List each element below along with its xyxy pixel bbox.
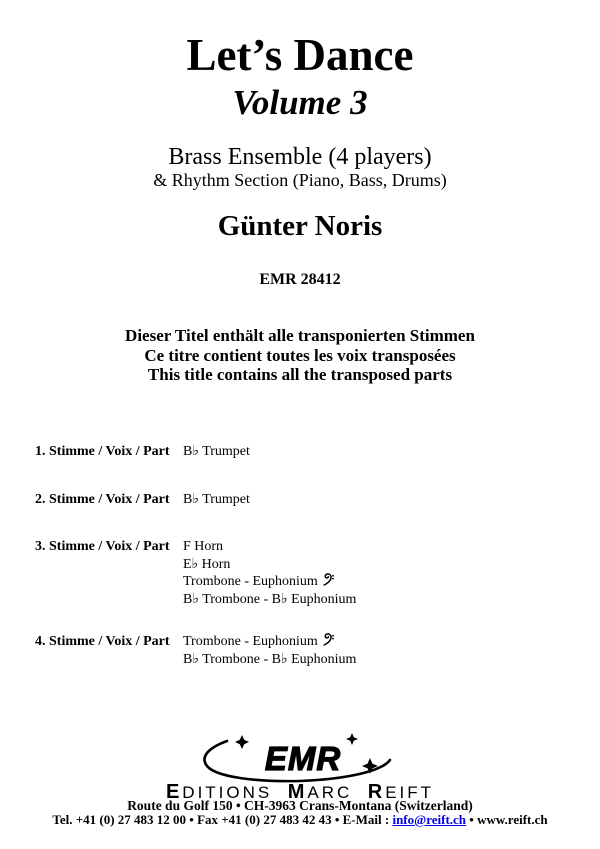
part-label: 2. Stimme / Voix / Part	[35, 491, 170, 507]
page-title: Let’s Dance	[186, 30, 414, 80]
publisher-name-initial-r: R	[367, 781, 386, 803]
part-row	[35, 491, 590, 509]
part-label: 3. Stimme / Voix / Part	[35, 539, 170, 554]
part-instruments	[183, 538, 590, 608]
instrument-line	[183, 633, 590, 651]
instrument-name: B♭ Trombone - B♭ Euphonium	[183, 591, 357, 607]
bass-clef-icon	[323, 633, 334, 646]
logo-wordmark: EMR	[264, 740, 342, 777]
contact-tel-fax: Tel. +41 (0) 27 483 12 00 • Fax +41 (0) 27 483 42 43 • E-Mail :	[52, 812, 393, 827]
part-row	[35, 633, 590, 668]
catalog-number: EMR 28412	[259, 271, 341, 288]
instrument-name: E♭ Horn	[183, 556, 231, 572]
instrument-name: B♭ Trumpet	[183, 491, 250, 507]
logo-star-top-right	[346, 733, 358, 745]
instrument-name: B♭ Trombone - B♭ Euphonium	[183, 651, 357, 667]
notice-line-fr: Ce titre contient toutes les voix transposées	[144, 345, 456, 365]
instrument-name: Trombone - Euphonium	[183, 634, 318, 649]
transposed-parts-notice	[0, 326, 600, 385]
publisher-name-initial-m: M	[287, 781, 308, 803]
publisher-name-rest-2: ARC	[307, 783, 353, 802]
publisher-name-rest-1: DITIONS	[182, 783, 273, 802]
part-instruments	[183, 443, 590, 461]
publisher-logo-block	[0, 733, 600, 783]
instrument-line	[183, 538, 590, 556]
part-instruments	[183, 491, 590, 509]
part-row	[35, 538, 590, 608]
composer-name: Günter Noris	[217, 210, 383, 242]
email-link[interactable]: info@reift.ch	[392, 812, 467, 827]
website-text: www.reift.ch	[477, 812, 548, 827]
contact-line	[0, 813, 600, 826]
contact-separator: •	[466, 812, 478, 827]
instrument-name: B♭ Trumpet	[183, 444, 250, 459]
instrument-line	[183, 491, 590, 509]
notice-line-en: This title contains all the transposed parts	[147, 365, 453, 384]
instrument-line	[183, 556, 590, 574]
rhythm-section-line: & Rhythm Section (Piano, Bass, Drums)	[153, 170, 447, 190]
part-label: 1. Stimme / Voix / Part	[35, 444, 170, 459]
publisher-address: Route du Golf 150 • CH-3963 Crans-Montana (Switzerland)	[127, 798, 473, 813]
instrument-line	[183, 573, 590, 591]
part-row	[35, 443, 590, 461]
instrument-line	[183, 443, 590, 461]
emr-logo	[200, 733, 400, 783]
publisher-name-initial-e: E	[165, 781, 183, 803]
instrument-line	[183, 591, 590, 609]
logo-star-left	[235, 735, 249, 749]
parts-list	[35, 443, 590, 698]
instrument-line	[183, 651, 590, 669]
volume-subtitle: Volume 3	[232, 83, 368, 122]
ensemble-line: Brass Ensemble (4 players)	[168, 144, 432, 170]
part-label: 4. Stimme / Voix / Part	[35, 634, 170, 649]
notice-line-de: Dieser Titel enthält alle transponierten Stimmen	[125, 326, 475, 345]
bass-clef-icon	[323, 573, 334, 586]
instrument-name: Trombone - Euphonium	[183, 574, 318, 589]
instrument-name: F Horn	[183, 539, 224, 554]
publisher-name-rest-3: EIFT	[385, 783, 435, 802]
part-instruments	[183, 633, 590, 668]
